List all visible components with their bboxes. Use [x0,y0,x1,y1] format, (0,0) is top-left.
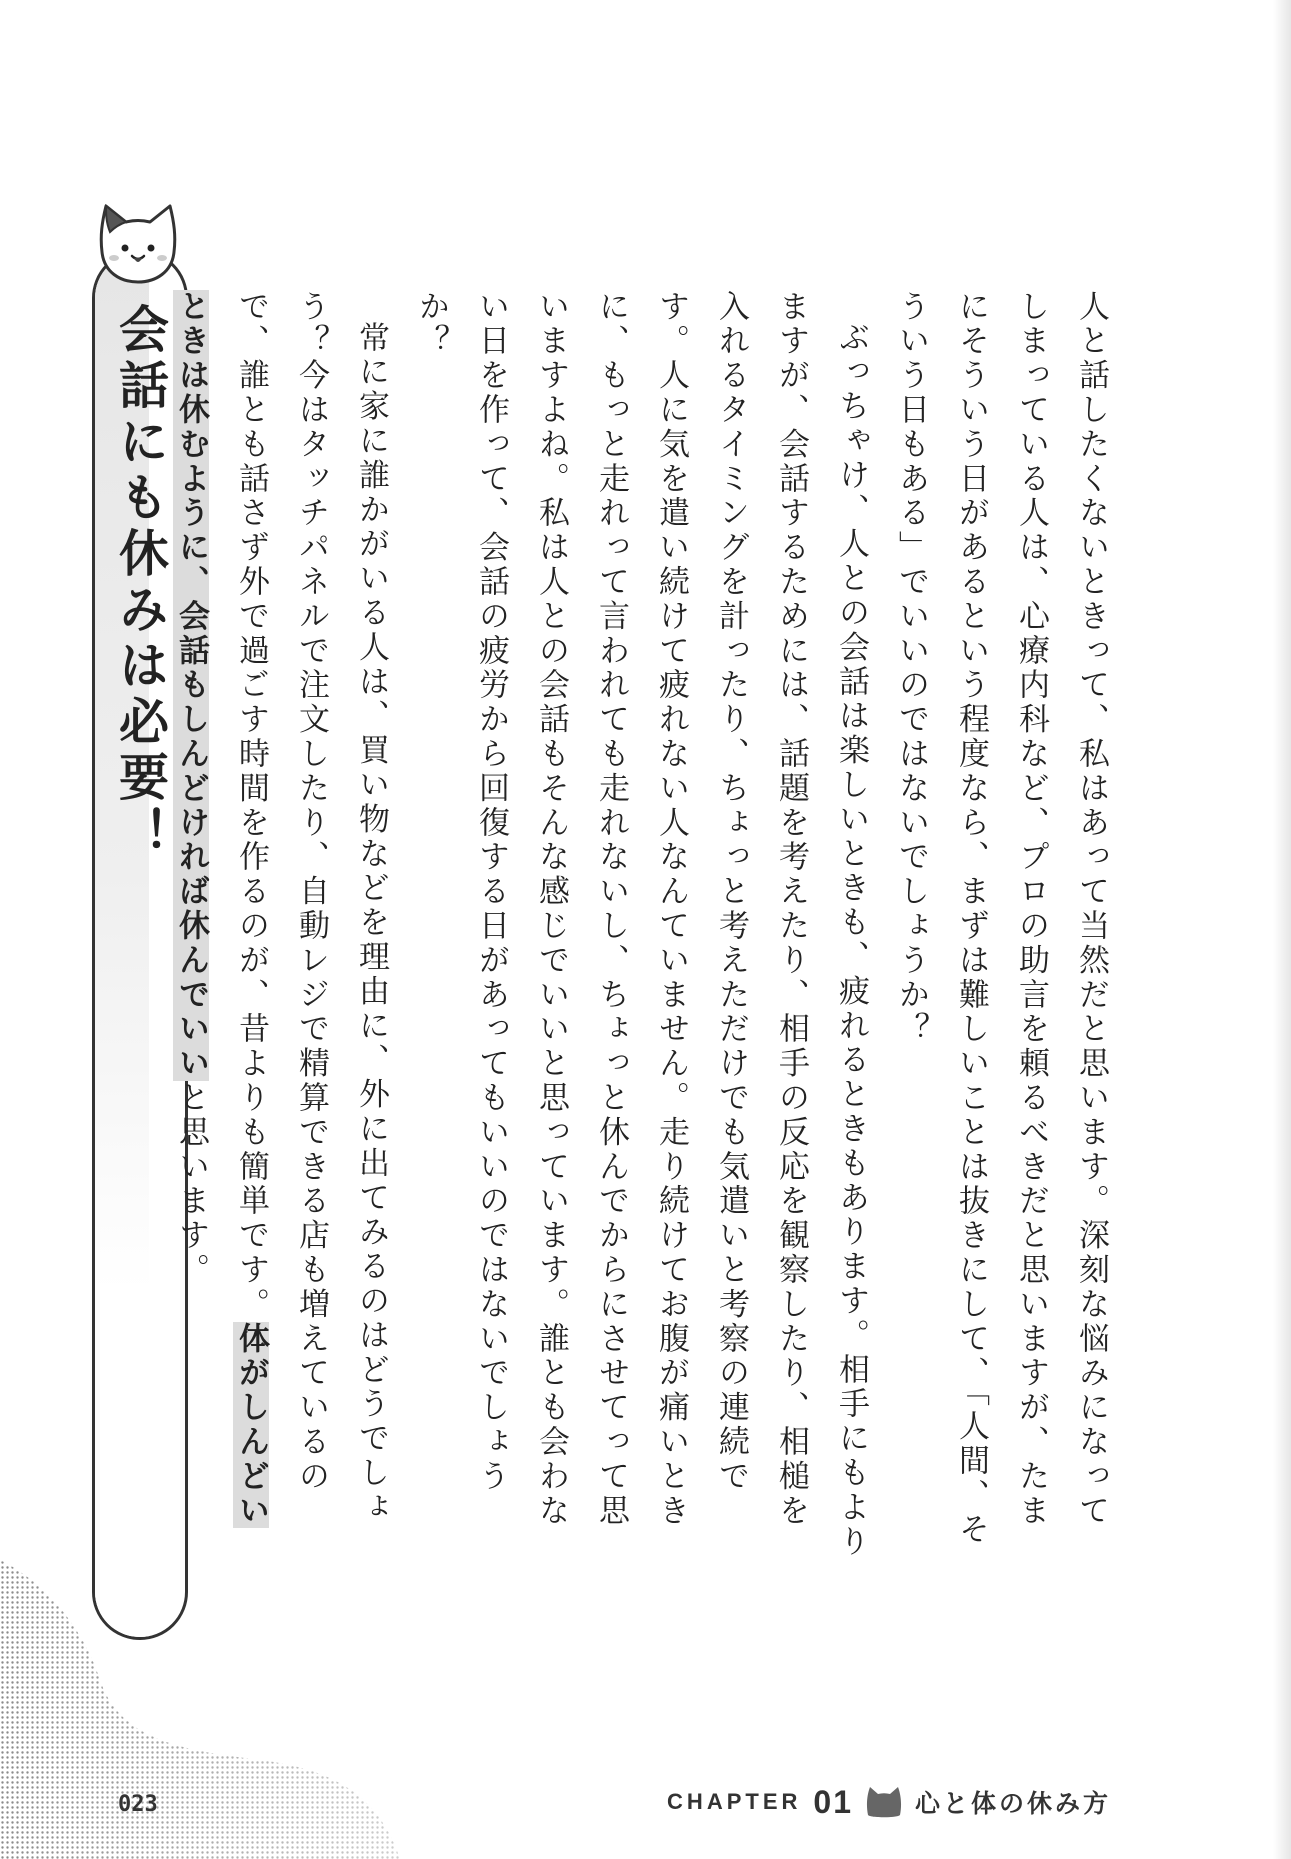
paragraph-1: 人と話したくないときって、私はあって当然だと思います。深刻な悩みになってしまっている人は、心療内科など、プロの助言を頼るべきだと思いますが、たまにそういう日があるという程度なら、まずは難しいことは抜きにして、「人間、そういう日もある」でいいのではないでしょうか？ [893,290,1109,1548]
chapter-title: 心と体の休み方 [914,1789,1111,1818]
paragraph-3-text-a: 常に家に誰かがいる人は、買い物などを理由に、外に出てみるのはどうでしょう？今はタッチパネルで注文したり、自動レジで精算できる店も増えているので、誰とも話さず外で過ごす時間を作るのが、昔よりも簡単です。 [233,290,389,1525]
cat-face-icon [92,200,184,286]
chapter-footer [667,1782,1111,1822]
body-text [173,290,1121,1560]
highlighted-sentence: 体がしんどいときは休むように、会話もしんどければ休んでいい [173,290,269,1529]
paragraph-3-text-b: と思います。 [173,1081,209,1288]
chapter-label: CHAPTER [667,1789,802,1814]
dotted-wave-decoration [0,1540,560,1859]
cat-head-icon [865,1785,903,1819]
page-number: 023 [118,1792,158,1817]
paragraph-2: ぶっちゃけ、人との会話は楽しいときも、疲れるときもあります。相手にもよりますが、会話するためには、話題を考えたり、相手の反応を観察したり、相槌を入れるタイミングを計ったり、ちょっと考えただけでも気遣いと考察の連続です。人に気を遣い続けて疲れない人なんていません。走り続けてお腹が痛いときに、もっと走れって言われても走れないし、ちょっと休んでからにさせてって思いますよね。私は人との会話もそんな感じでいいと思っています。誰とも会わない日を作って、会話の疲労から回復する日があってもいいのではないでしょうか？ [413,290,869,1560]
paragraph-3 [161,290,401,1560]
page-title: 会話にも休みは必要！ [111,303,169,863]
page-edge-shadow [1273,0,1291,1859]
chapter-number: 01 [813,1783,853,1820]
